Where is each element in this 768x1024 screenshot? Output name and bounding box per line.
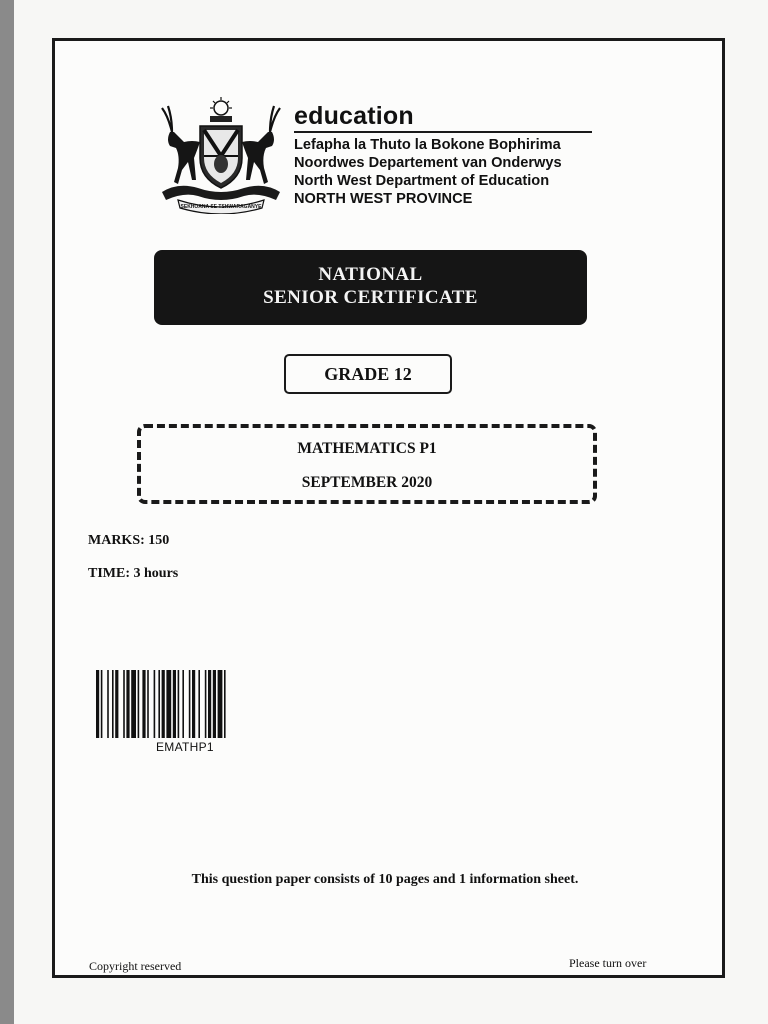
barcode-image [96, 670, 282, 738]
barcode-bar [115, 670, 118, 738]
barcode-bar [182, 670, 184, 738]
barcode-bar [126, 670, 129, 738]
barcode-bar [192, 670, 195, 738]
svg-text:SEKHOANA SE TSHWARAGANYE: SEKHOANA SE TSHWARAGANYE [180, 204, 262, 210]
barcode-bar [208, 670, 211, 738]
barcode-bar [205, 670, 207, 738]
barcode-bar [189, 670, 191, 738]
subject-name: MATHEMATICS P1 [297, 440, 437, 457]
certificate-banner [154, 250, 587, 325]
barcode-bar [154, 670, 156, 738]
banner-line-2: SENIOR CERTIFICATE [263, 287, 478, 308]
barcode-bar [213, 670, 216, 738]
turn-over-note: Please turn over [569, 956, 647, 970]
barcode-bar [224, 670, 226, 738]
barcode-bar [138, 670, 140, 738]
barcode-bar [198, 670, 200, 738]
barcode-bar [162, 670, 165, 738]
barcode-bar [158, 670, 160, 738]
barcode-bar [123, 670, 125, 738]
barcode-bar [178, 670, 180, 738]
barcode-bar [131, 670, 136, 738]
barcode-bar [112, 670, 114, 738]
marks-info: MARKS: 150 [88, 533, 170, 548]
province-name: NORTH WEST PROVINCE [294, 191, 473, 207]
barcode-code: EMATHP1 [156, 740, 214, 754]
barcode-bar [142, 670, 145, 738]
department-line-setswana: Lefapha la Thuto la Bokone Bophirima [294, 137, 561, 153]
copyright-notice: Copyright reserved [89, 959, 182, 973]
department-line-afrikaans: Noordwes Departement van Onderwys [294, 155, 562, 171]
time-info: TIME: 3 hours [88, 566, 179, 581]
barcode-bar [173, 670, 176, 738]
page-count-note: This question paper consists of 10 pages and 1 information sheet. [191, 872, 579, 887]
exam-date: SEPTEMBER 2020 [301, 474, 433, 491]
department-title: education [294, 102, 414, 130]
department-line-english: North West Department of Education [294, 173, 550, 189]
barcode-bar [107, 670, 109, 738]
barcode-bar [101, 670, 103, 738]
subject-box [137, 424, 597, 504]
title-rule [294, 131, 592, 133]
grade-label: GRADE 12 [284, 354, 452, 394]
barcode-bar [96, 670, 99, 738]
department-heading [294, 102, 594, 208]
barcode-bar [166, 670, 171, 738]
barcode-bar [218, 670, 223, 738]
banner-line-1: NATIONAL [318, 264, 423, 285]
coat-of-arms-logo [158, 96, 284, 214]
barcode-bar [147, 670, 149, 738]
